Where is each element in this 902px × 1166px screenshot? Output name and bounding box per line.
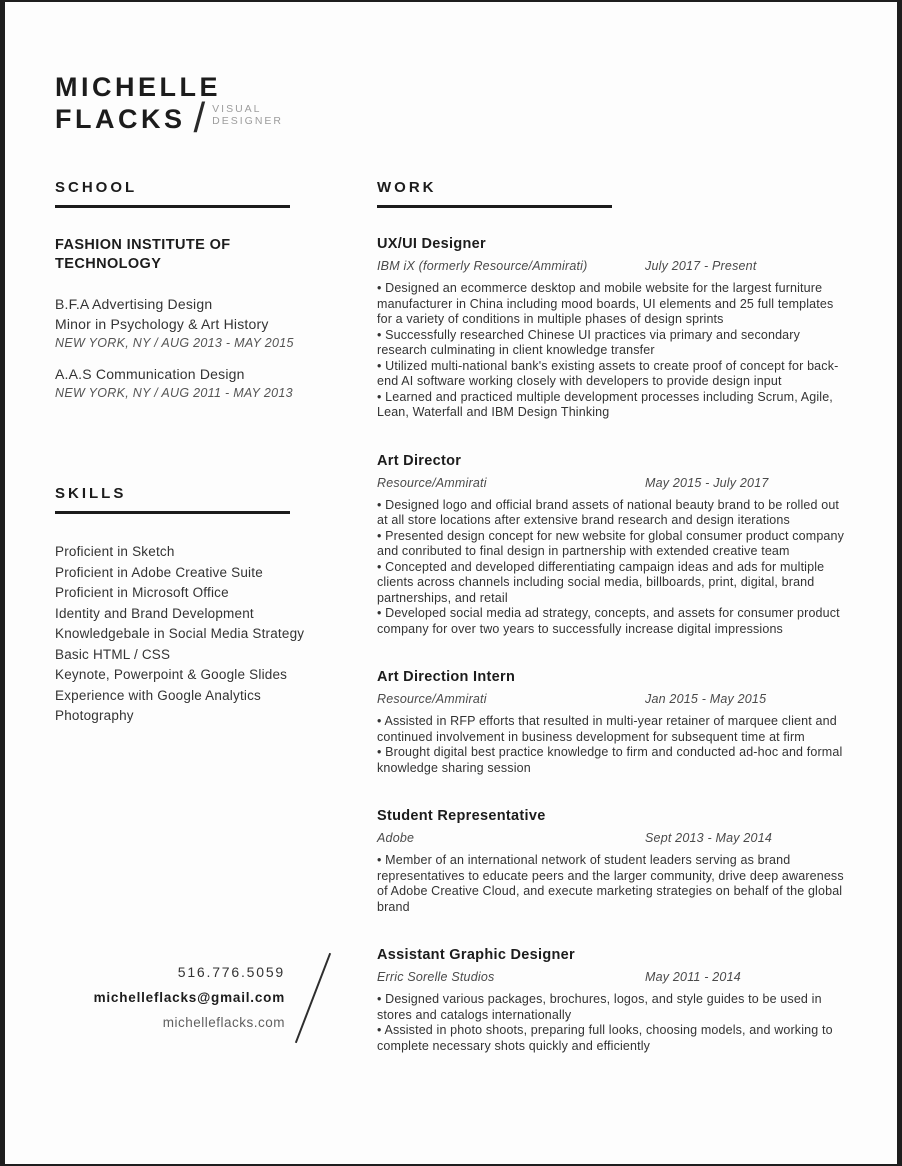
skill-item: Knowledgebale in Social Media Strategy	[55, 626, 305, 641]
header	[55, 72, 284, 141]
job-entry	[377, 453, 851, 638]
skill-item: Keynote, Powerpoint & Google Slides	[55, 667, 288, 682]
job-subtitle	[212, 103, 283, 127]
job-entry	[377, 947, 851, 1054]
job-dates: Jan 2015 - May 2015	[645, 692, 767, 706]
skill-item: Proficient in Microsoft Office	[55, 585, 229, 600]
school-institution: FASHION INSTITUTE OF TECHNOLOGY	[55, 237, 231, 272]
job-meta	[377, 692, 851, 707]
skill-item: Proficient in Adobe Creative Suite	[55, 564, 263, 580]
job-title: Assistant Graphic Designer	[377, 947, 575, 963]
school-heading: SCHOOL	[55, 179, 138, 196]
job-bullet: • Designed an ecommerce desktop and mobile website for the largest furniture manufacturer in China including mood boards, UI elements and 25 full templates for a variety of conditions in multiple phases of design sprints	[377, 281, 851, 328]
job-dates: May 2015 - July 2017	[645, 475, 769, 490]
job-company: Resource/Ammirati	[377, 692, 487, 706]
degree-location-dates: NEW YORK, NY / AUG 2011 - MAY 2013	[55, 386, 293, 400]
job-meta	[377, 476, 851, 491]
job-bullet: • Presented design concept for new website for global consumer product company and conributed to final design in partnership with extended creative team	[377, 529, 851, 560]
job-company: IBM iX (formerly Resource/Ammirati)	[377, 259, 588, 273]
job-bullet: • Designed logo and official brand assets of national beauty brand to be rolled out at all store locations after extensive brand research and design iterations	[377, 498, 851, 529]
job-dates: May 2011 - 2014	[645, 970, 741, 984]
job-dates: Sept 2013 - May 2014	[645, 831, 772, 845]
job-bullets	[377, 853, 851, 915]
job-bullet: • Assisted in photo shoots, preparing full looks, choosing models, and working to complete necessary shots quickly and efficiently	[377, 1023, 851, 1054]
contact-website: michelleflacks.com	[162, 1015, 285, 1030]
job-dates: July 2017 - Present	[645, 259, 757, 273]
job-bullet: • Developed social media ad strategy, concepts, and assets for consumer product company for over two years to successfully increase digital impressions	[377, 606, 851, 637]
job-bullets	[377, 281, 851, 421]
skill-item: Proficient in Sketch	[55, 544, 175, 559]
job-company: Resource/Ammirati	[377, 475, 487, 490]
contact-block	[35, 964, 285, 1030]
name-line-2	[55, 94, 284, 141]
job-bullet: • Assisted in RFP efforts that resulted in multi-year retainer of marquee client and continued involvement in business development for subsequent time at firm	[377, 714, 851, 745]
work-heading-rule	[377, 205, 612, 208]
job-bullet: • Utilized multi-national bank's existing assets to create proof of concept for back-end AI software working closely with developers to provide design input	[377, 359, 851, 390]
degree-location-dates: NEW YORK, NY / AUG 2013 - MAY 2015	[55, 336, 294, 350]
job-entry	[377, 808, 851, 915]
skill-item: Basic HTML / CSS	[55, 646, 171, 662]
job-bullet: • Brought digital best practice knowledge to firm and conducted ad-hoc and formal knowledge sharing session	[377, 745, 851, 776]
job-bullets	[377, 714, 851, 776]
skills-heading: SKILLS	[55, 485, 127, 502]
school-section	[55, 180, 325, 400]
contact-email: michelleflacks@gmail.com	[93, 990, 285, 1005]
degree-list	[55, 294, 325, 400]
subtitle-line-2: DESIGNER	[212, 115, 284, 127]
skills-list	[55, 542, 335, 727]
slash-divider: /	[193, 94, 206, 141]
last-name: FLACKS	[55, 104, 186, 134]
degree-name: Minor in Psychology & Art History	[55, 316, 269, 332]
job-bullet: • Successfully researched Chinese UI practices via primary and secondary research culminating in client knowledge transfer	[377, 328, 851, 359]
degree-entry	[55, 294, 325, 350]
job-company: Adobe	[377, 831, 415, 845]
job-bullet: • Concepted and developed differentiating campaign ideas and ads for multiple clients across channels including social media, billboards, print, digital, brand partnerships, and retail	[377, 560, 851, 607]
job-title: Art Director	[377, 452, 462, 469]
job-title: Student Representative	[377, 808, 546, 824]
skills-section	[55, 486, 335, 727]
degree-name: A.A.S Communication Design	[55, 366, 245, 382]
job-meta	[377, 970, 851, 985]
contact-phone: 516.776.5059	[177, 964, 285, 980]
degree-name: B.F.A Advertising Design	[55, 296, 213, 312]
subtitle-line-1: VISUAL	[212, 103, 262, 115]
job-bullets	[377, 498, 851, 638]
work-heading: WORK	[377, 179, 437, 196]
work-section	[377, 180, 851, 1054]
job-company: Erric Sorelle Studios	[377, 970, 495, 984]
job-entry	[377, 669, 851, 776]
skills-heading-rule	[55, 511, 290, 514]
job-bullets	[377, 992, 851, 1054]
skill-item: Identity and Brand Development	[55, 605, 254, 621]
contact-slash-decoration	[295, 953, 331, 1043]
skill-item: Photography	[55, 708, 134, 723]
school-heading-rule	[55, 205, 290, 208]
first-name: MICHELLE	[55, 72, 221, 102]
job-bullet: • Learned and practiced multiple development processes including Scrum, Agile, Lean, Waterfall and IBM Design Thinking	[377, 390, 851, 421]
job-title: Art Direction Intern	[377, 669, 516, 685]
job-entry	[377, 236, 851, 421]
skill-item: Experience with Google Analytics	[55, 687, 262, 703]
job-meta	[377, 831, 851, 846]
job-bullet: • Member of an international network of student leaders serving as brand representatives to educate peers and the larger community, drive deep awareness of Adobe Creative Cloud, and execute marketing strategies on behalf of the global brand	[377, 853, 851, 915]
degree-entry	[55, 364, 325, 400]
job-title: UX/UI Designer	[377, 236, 486, 252]
job-meta	[377, 259, 851, 274]
job-list	[377, 236, 851, 1054]
job-bullet: • Designed various packages, brochures, logos, and style guides to be used in stores and catalogs internationally	[377, 992, 851, 1023]
